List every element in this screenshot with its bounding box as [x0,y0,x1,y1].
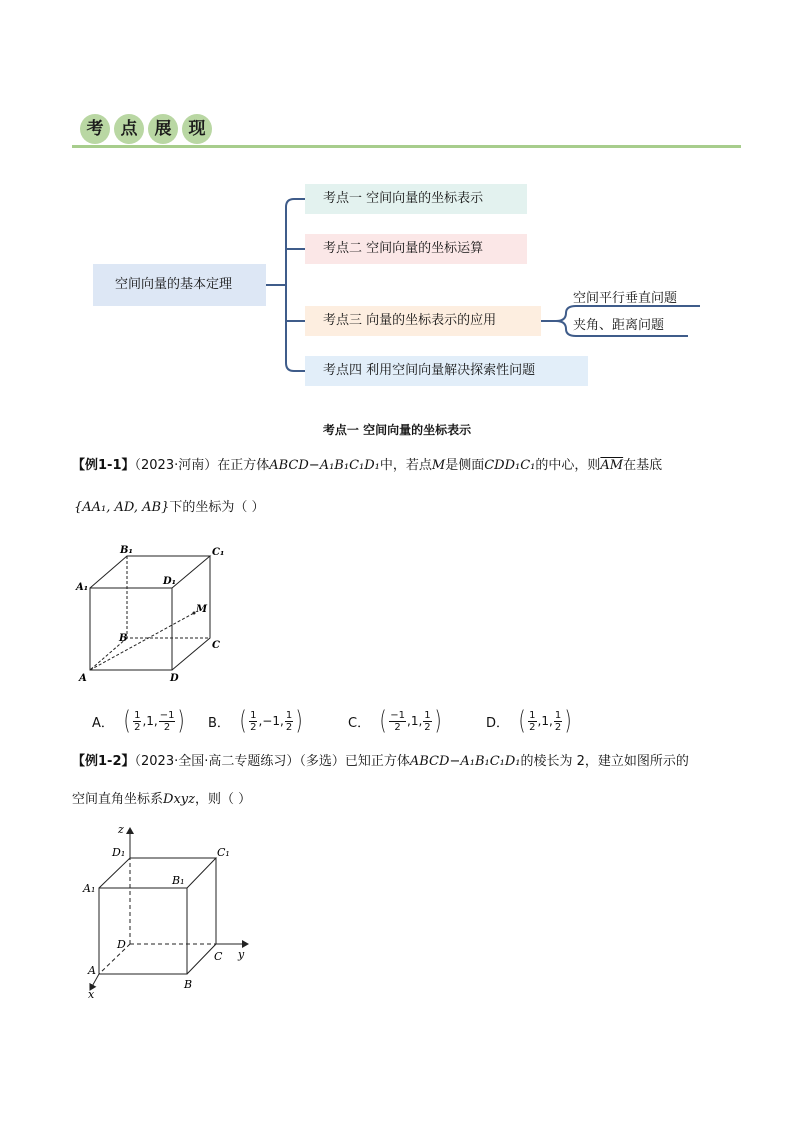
header-char: 点 [114,114,144,144]
axis-label: z [118,823,124,836]
mindmap-leaf-1: 空间平行垂直问题 [573,291,678,306]
option-d[interactable]: D． ( $\frac{1}{2}$ , 1 , $\frac{1}{2}$ ) [486,706,572,736]
example1-line1 [72,456,662,476]
mindmap-root: 空间向量的基本定理 [93,264,266,306]
example-source: （2023·全国·高二专题练习）（多选） [134,754,345,769]
fraction: $\frac{-1}{2}$ [159,709,175,733]
header-char: 现 [182,114,212,144]
vertex-label: A₁ [76,582,89,593]
vertex-label: D [117,938,126,951]
coord-value: −1 [262,714,280,728]
option-c[interactable]: C． ( $\frac{-1}{2}$ , 1 , $\frac{1}{2}$ ) [348,706,442,736]
option-b[interactable]: B． ( $\frac{1}{2}$ , −1 , $\frac{1}{2}$ ) [208,706,303,736]
math-cube1: A₁B₁C₁D₁ [319,458,380,473]
mindmap-node-2: 考点二 空间向量的坐标运算 [305,234,527,264]
option-a[interactable]: A． ( $\frac{1}{2}$ , 1 , $\frac{-1}{2}$ ) [92,706,186,736]
fraction: $\frac{1}{2}$ [285,709,293,733]
example-tag: 【例1-2】 [72,754,135,769]
header-char: 考 [80,114,110,144]
option-letter: D． [486,715,510,731]
mindmap-node-1: 考点一 空间向量的坐标表示 [305,184,527,214]
text-run: 的棱长为 2，建立如图所示的 [520,754,689,769]
example2-line1 [72,752,689,772]
text-run: 在正方体 [217,458,270,473]
math-dash: − [449,754,461,769]
fraction: $\frac{1}{2}$ [424,709,431,733]
header-char: 展 [148,114,178,144]
math-cube: ABCD [409,754,450,769]
vertex-label: C₁ [217,846,230,859]
vertex-label: B [119,633,128,644]
axis-label: y [238,948,245,961]
vertex-label: B₁ [120,545,133,556]
vertex-label: C [212,640,220,651]
math-cube1: A₁B₁C₁D₁ [460,754,521,769]
vertex-label: B [184,978,193,991]
mindmap-node-3: 考点三 向量的坐标表示的应用 [305,306,541,336]
text-run: 是侧面 [445,458,485,473]
fraction: $\frac{-1}{2}$ [390,709,405,733]
math-dash: − [308,458,320,473]
mindmap-leaf-2: 夹角、距离问题 [573,318,665,333]
text-run: ，则（ ） [194,792,252,807]
math-cube: ABCD [269,458,309,473]
coord-value: 1 [146,714,154,728]
vertex-label: D [170,673,179,684]
text-run: 下的坐标为（ ） [169,500,265,515]
math-vector: $\overline{AM}$ [600,458,624,473]
cube-figure-2 [72,820,262,1000]
option-letter: C． [348,715,371,731]
text-run: 中，若点 [379,458,432,473]
vertex-label: A [88,964,96,977]
coord-value: 1 [410,714,419,728]
cube-figure-1 [72,540,232,690]
option-letter: B． [208,715,230,731]
vertex-label: A [79,673,87,684]
axis-label: x [88,988,95,1000]
example-tag: 【例1-1】 [72,458,135,473]
vertex-label: M [196,604,208,615]
text-run: 已知正方体 [344,754,410,769]
math-point: M [431,458,446,473]
vertex-label: A₁ [83,882,96,895]
fraction: $\frac{1}{2}$ [250,709,257,733]
mindmap-node-4: 考点四 利用空间向量解决探索性问题 [305,356,588,386]
math-basis: {AA₁, AD, AB} [74,500,170,515]
text-run: 在基底 [623,458,663,473]
option-letter: A． [92,715,114,731]
vertex-label: D₁ [163,576,177,587]
example2-line2 [72,790,251,810]
math-face: CDD₁C₁ [484,458,536,473]
vertex-label: D₁ [112,846,126,859]
coord-value: 1 [541,714,550,728]
math-system: Dxyz [163,792,195,807]
example1-line2 [74,498,265,518]
fraction: $\frac{1}{2}$ [529,709,536,733]
section-title: 考点一 空间向量的坐标表示 [322,423,472,437]
vertex-label: B₁ [172,874,185,887]
text-run: 空间直角坐标系 [72,792,164,807]
vertex-label: C [214,950,223,963]
example-source: （2023·河南） [134,458,218,473]
fraction: $\frac{1}{2}$ [554,709,562,733]
text-run: 的中心，则 [535,458,601,473]
fraction: $\frac{1}{2}$ [134,709,141,733]
vertex-label: C₁ [212,547,225,558]
